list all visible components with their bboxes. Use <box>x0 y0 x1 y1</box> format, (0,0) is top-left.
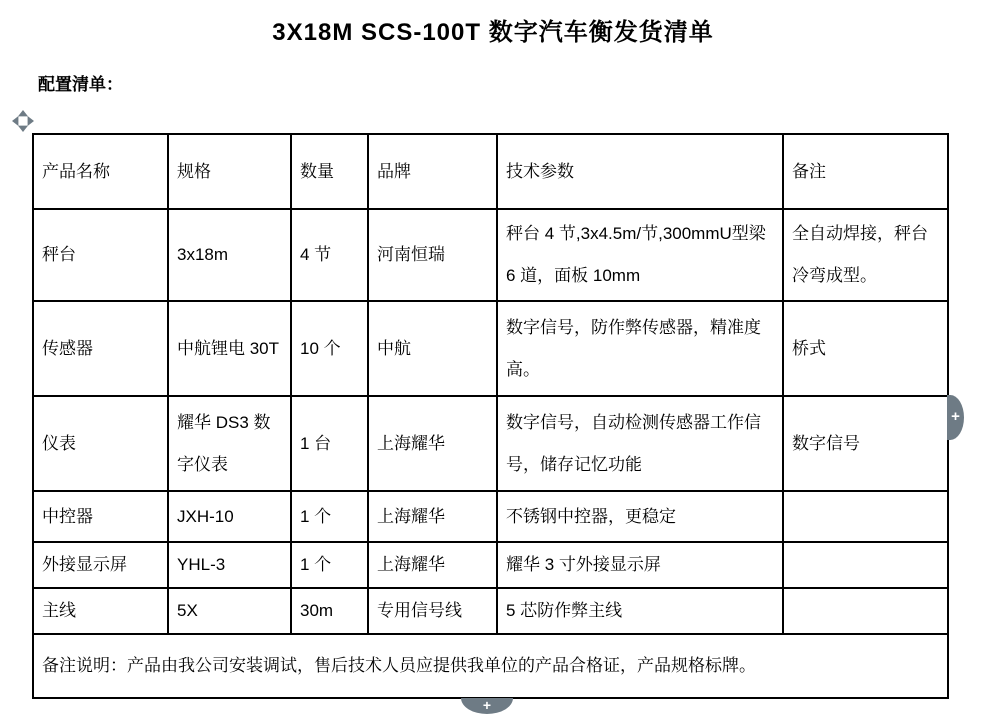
table-header-row <box>33 134 948 209</box>
cell-product-name[interactable]: 中控器 <box>33 491 168 542</box>
header-cell-params[interactable]: 技术参数 <box>497 134 783 209</box>
cell-brand[interactable]: 中航 <box>368 301 497 396</box>
cell-note[interactable]: 桥式 <box>783 301 948 396</box>
insert-row-button[interactable] <box>461 698 513 714</box>
cell-note[interactable] <box>783 491 948 542</box>
table-row <box>33 491 948 542</box>
cell-product-name[interactable]: 仪表 <box>33 396 168 491</box>
cell-note[interactable]: 数字信号 <box>783 396 948 491</box>
cell-brand[interactable]: 专用信号线 <box>368 588 497 634</box>
cell-qty[interactable]: 1 个 <box>291 491 368 542</box>
cell-qty[interactable]: 30m <box>291 588 368 634</box>
cell-product-name[interactable]: 秤台 <box>33 209 168 301</box>
cell-product-name[interactable]: 主线 <box>33 588 168 634</box>
table-row <box>33 209 948 301</box>
cell-product-name[interactable]: 外接显示屏 <box>33 542 168 588</box>
cell-spec[interactable]: 5X <box>168 588 291 634</box>
section-heading: 配置清单： <box>38 75 123 94</box>
header-cell-note[interactable]: 备注 <box>783 134 948 209</box>
header-cell-spec[interactable]: 规格 <box>168 134 291 209</box>
cell-params[interactable]: 5 芯防作弊主线 <box>497 588 783 634</box>
cell-spec[interactable]: 中航锂电 30T <box>168 301 291 396</box>
packing-list-table <box>32 133 949 699</box>
cell-spec[interactable]: YHL-3 <box>168 542 291 588</box>
cell-product-name[interactable]: 传感器 <box>33 301 168 396</box>
page-title: 3X18M SCS-100T 数字汽车衡发货清单 <box>272 19 714 46</box>
cell-params[interactable]: 不锈钢中控器，更稳定 <box>497 491 783 542</box>
plus-icon: + <box>951 408 960 425</box>
table-row <box>33 542 948 588</box>
cell-brand[interactable]: 河南恒瑞 <box>368 209 497 301</box>
cell-spec[interactable]: 3x18m <box>168 209 291 301</box>
cell-brand[interactable]: 上海耀华 <box>368 396 497 491</box>
table-row <box>33 588 948 634</box>
table-move-handle[interactable] <box>12 110 34 132</box>
cell-params[interactable]: 数字信号，防作弊传感器，精准度高。 <box>497 301 783 396</box>
cell-params[interactable]: 数字信号，自动检测传感器工作信号，储存记忆功能 <box>497 396 783 491</box>
table-row <box>33 301 948 396</box>
cell-brand[interactable]: 上海耀华 <box>368 491 497 542</box>
table-move-icon <box>12 110 34 132</box>
table-footer-row <box>33 634 948 698</box>
cell-qty[interactable]: 10 个 <box>291 301 368 396</box>
footer-note-cell[interactable]: 备注说明：产品由我公司安装调试，售后技术人员应提供我单位的产品合格证，产品规格标牌。 <box>33 634 948 698</box>
header-cell-qty[interactable]: 数量 <box>291 134 368 209</box>
cell-note[interactable] <box>783 542 948 588</box>
cell-qty[interactable]: 1 个 <box>291 542 368 588</box>
cell-note[interactable]: 全自动焊接，秤台冷弯成型。 <box>783 209 948 301</box>
cell-brand[interactable]: 上海耀华 <box>368 542 497 588</box>
plus-icon: + <box>482 697 492 713</box>
cell-params[interactable]: 秤台 4 节,3x4.5m/节,300mmU型梁 6 道，面板 10mm <box>497 209 783 301</box>
cell-note[interactable] <box>783 588 948 634</box>
cell-params[interactable]: 耀华 3 寸外接显示屏 <box>497 542 783 588</box>
cell-qty[interactable]: 1 台 <box>291 396 368 491</box>
table-row <box>33 396 948 491</box>
header-cell-product-name[interactable]: 产品名称 <box>33 134 168 209</box>
cell-spec[interactable]: JXH-10 <box>168 491 291 542</box>
insert-column-button[interactable] <box>947 395 964 440</box>
header-cell-brand[interactable]: 品牌 <box>368 134 497 209</box>
cell-qty[interactable]: 4 节 <box>291 209 368 301</box>
cell-spec[interactable]: 耀华 DS3 数字仪表 <box>168 396 291 491</box>
